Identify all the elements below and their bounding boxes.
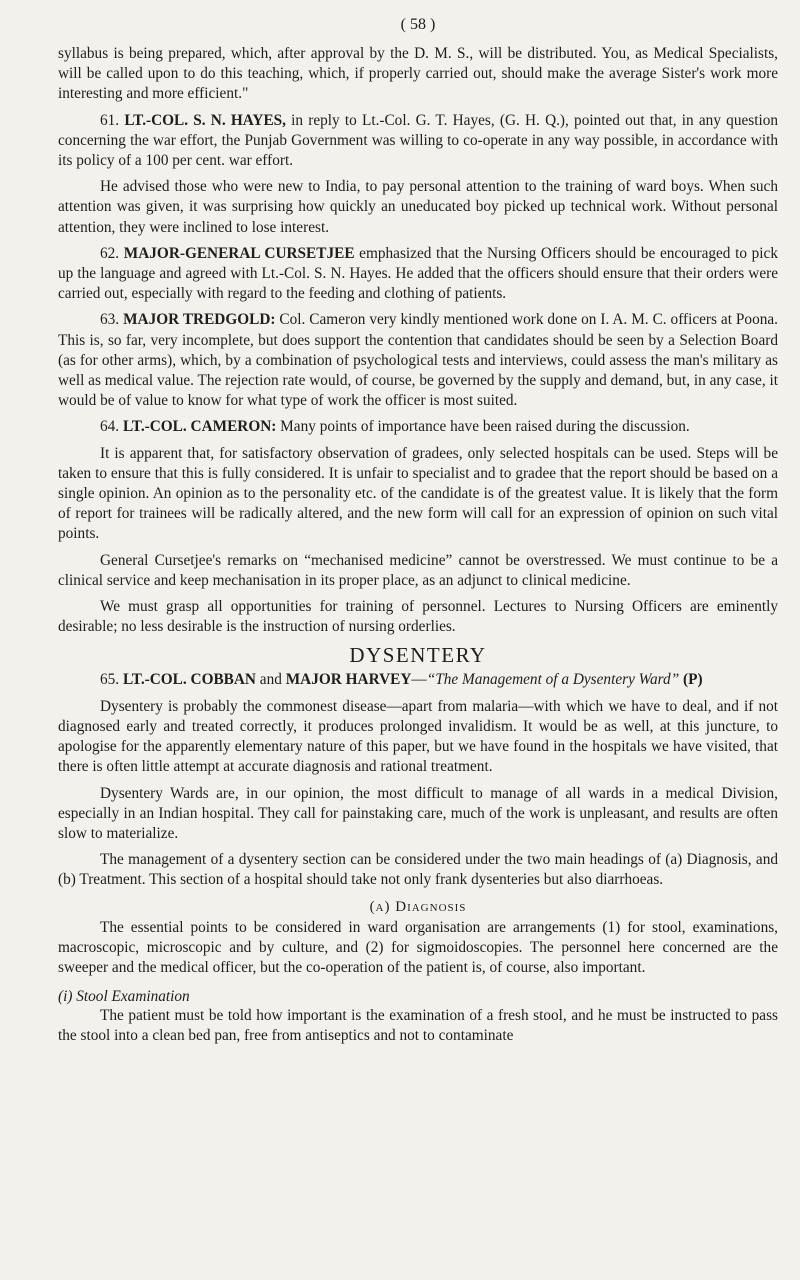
paragraph-stool-examination: The patient must be told how important is the examination of a fresh stool, and he must be instructed to pass the stool into a clean bed pan, free from antiseptics and not to contaminate xyxy=(58,1007,778,1045)
paragraph-65-wards: Dysentery Wards are, in our opinion, the most difficult to manage of all wards in a medical Division, especially in an Indian hospital. They call for painstaking care, much of the work is unpleasant, and results are often slow to materialize. xyxy=(58,784,778,842)
dash: — xyxy=(411,671,427,689)
paragraph-61-continued: He advised those who were new to India, to pay personal attention to the training of ward boys. When such attention was given, it was surprising how quickly an uneducated boy picked up technical work. Without personal attention, they were inclined to lose interest. xyxy=(58,178,778,236)
paragraph-63 xyxy=(58,310,778,411)
paragraph-64-training: We must grasp all opportunities for training of personnel. Lectures to Nursing Officers are eminently desirable; no less desirable is the instruction of nursing orderlies. xyxy=(58,598,778,636)
paragraph-number: 62. xyxy=(100,244,120,262)
paragraph-64-mechanised-medicine: General Cursetjee's remarks on “mechanised medicine” cannot be overstressed. We must continue to be a clinical service and keep mechanisation in its proper place, as an adjunct to clinical medicine. xyxy=(58,551,778,589)
paragraph-64-observation: It is apparent that, for satisfactory observation of gradees, only selected hospitals can be used. Steps will be taken to ensure that this is fully considered. It is unfair to specialist and to gradee that the report should be based on a single opinion. An opinion as to the personality etc. of the candidate is of the greatest value. It is likely that the form of report for trainees will be radically altered, and the new form will call for an expression of opinion on such vital points. xyxy=(58,444,778,543)
paragraph-65 xyxy=(58,670,778,690)
paragraph-text: Many points of importance have been raised during the discussion. xyxy=(276,418,690,436)
page-number: ( 58 ) xyxy=(400,16,436,33)
speaker-name-2: MAJOR HARVEY xyxy=(285,671,412,689)
speaker-name: MAJOR TREDGOLD: xyxy=(123,311,276,329)
speaker-name: MAJOR-GENERAL CURSETJEE xyxy=(123,244,355,262)
speaker-name: LT.-COL. COBBAN xyxy=(122,671,256,689)
paragraph-64 xyxy=(58,417,778,437)
paper-title: “The Management of a Dysentery Ward” xyxy=(426,671,680,689)
paragraph-number: 64. xyxy=(100,418,120,436)
paragraph-number: 65. xyxy=(100,671,120,689)
paragraph-text: emphasized that the Nursing Officers should be encouraged to pick up the language and agreed with Lt.-Col. S. N. Hayes. He added that the officers should ensure that their orders were carried out, especially with regard to the feeding and clothing of patients. xyxy=(58,244,778,303)
paragraph-diagnosis: The essential points to be considered in ward organisation are arrangements (1) for stool, examinations, macroscopic, microscopic and by culture, and (2) for sigmoidoscopies. The personnel here concerned are the sweeper and the medical officer, but the co-operation of the patient is, of course, also important. xyxy=(58,918,778,976)
section-heading-dysentery: DYSENTERY xyxy=(349,643,487,668)
paragraph-65-management: The management of a dysentery section can be considered under the two main headings of (a) Diagnosis, and (b) Treatment. This section of a hospital should take not only frank dysenteries but also diarrhoeas. xyxy=(58,851,778,889)
paragraph-text: Col. Cameron very kindly mentioned work done on I. A. M. C. officers at Poona. This is, so far, very incomplete, but does support the contention that candidates should be seen by a Selection Board (as for other arms), which, by a combination of psychological tests and interviews, could assess the man's military as well as medical value. The rejection rate would, of course, be governed by the supply and demand, but, in any case, it would be of value to know for what type of work the officer is most suited. xyxy=(58,311,778,410)
paragraph-number: 63. xyxy=(100,311,120,329)
speaker-name: LT.-COL. S. N. HAYES, xyxy=(124,111,286,129)
subsection-stool-examination: (i) Stool Examination xyxy=(58,988,190,1006)
subheading-diagnosis: (a) Diagnosis xyxy=(369,898,467,915)
paper-marker: (P) xyxy=(679,671,703,689)
paragraph-text: in reply to Lt.-Col. G. T. Hayes, (G. H. Q.), pointed out that, in any question concerning the war effort, the Punjab Government was willing to co-operate in any way possible, in accordance with its policy of a 100 per cent. war effort. xyxy=(58,111,779,170)
paragraph-61 xyxy=(58,111,778,172)
paragraph-continuation: syllabus is being prepared, which, after approval by the D. M. S., will be distributed. You, as Medical Specialists, will be called upon to do this teaching, which, if properly carried out, should make the average Sister's work more interesting and more efficient." xyxy=(58,45,778,103)
speaker-name: LT.-COL. CAMERON: xyxy=(122,418,277,436)
paragraph-62 xyxy=(58,244,778,305)
paragraph-number: 61. xyxy=(100,111,120,129)
paragraph-65-intro: Dysentery is probably the commonest disease—apart from malaria—with which we have to deal, and if not diagnosed early and treated correctly, it produces prolonged invalidism. It would be as well, at this juncture, to apologise for the apparently elementary nature of this paper, but we have found in the hospitals we have visited, that there is often little attempt at accurate diagnosis and rational treatment. xyxy=(58,697,778,776)
conjunction: and xyxy=(255,671,286,689)
